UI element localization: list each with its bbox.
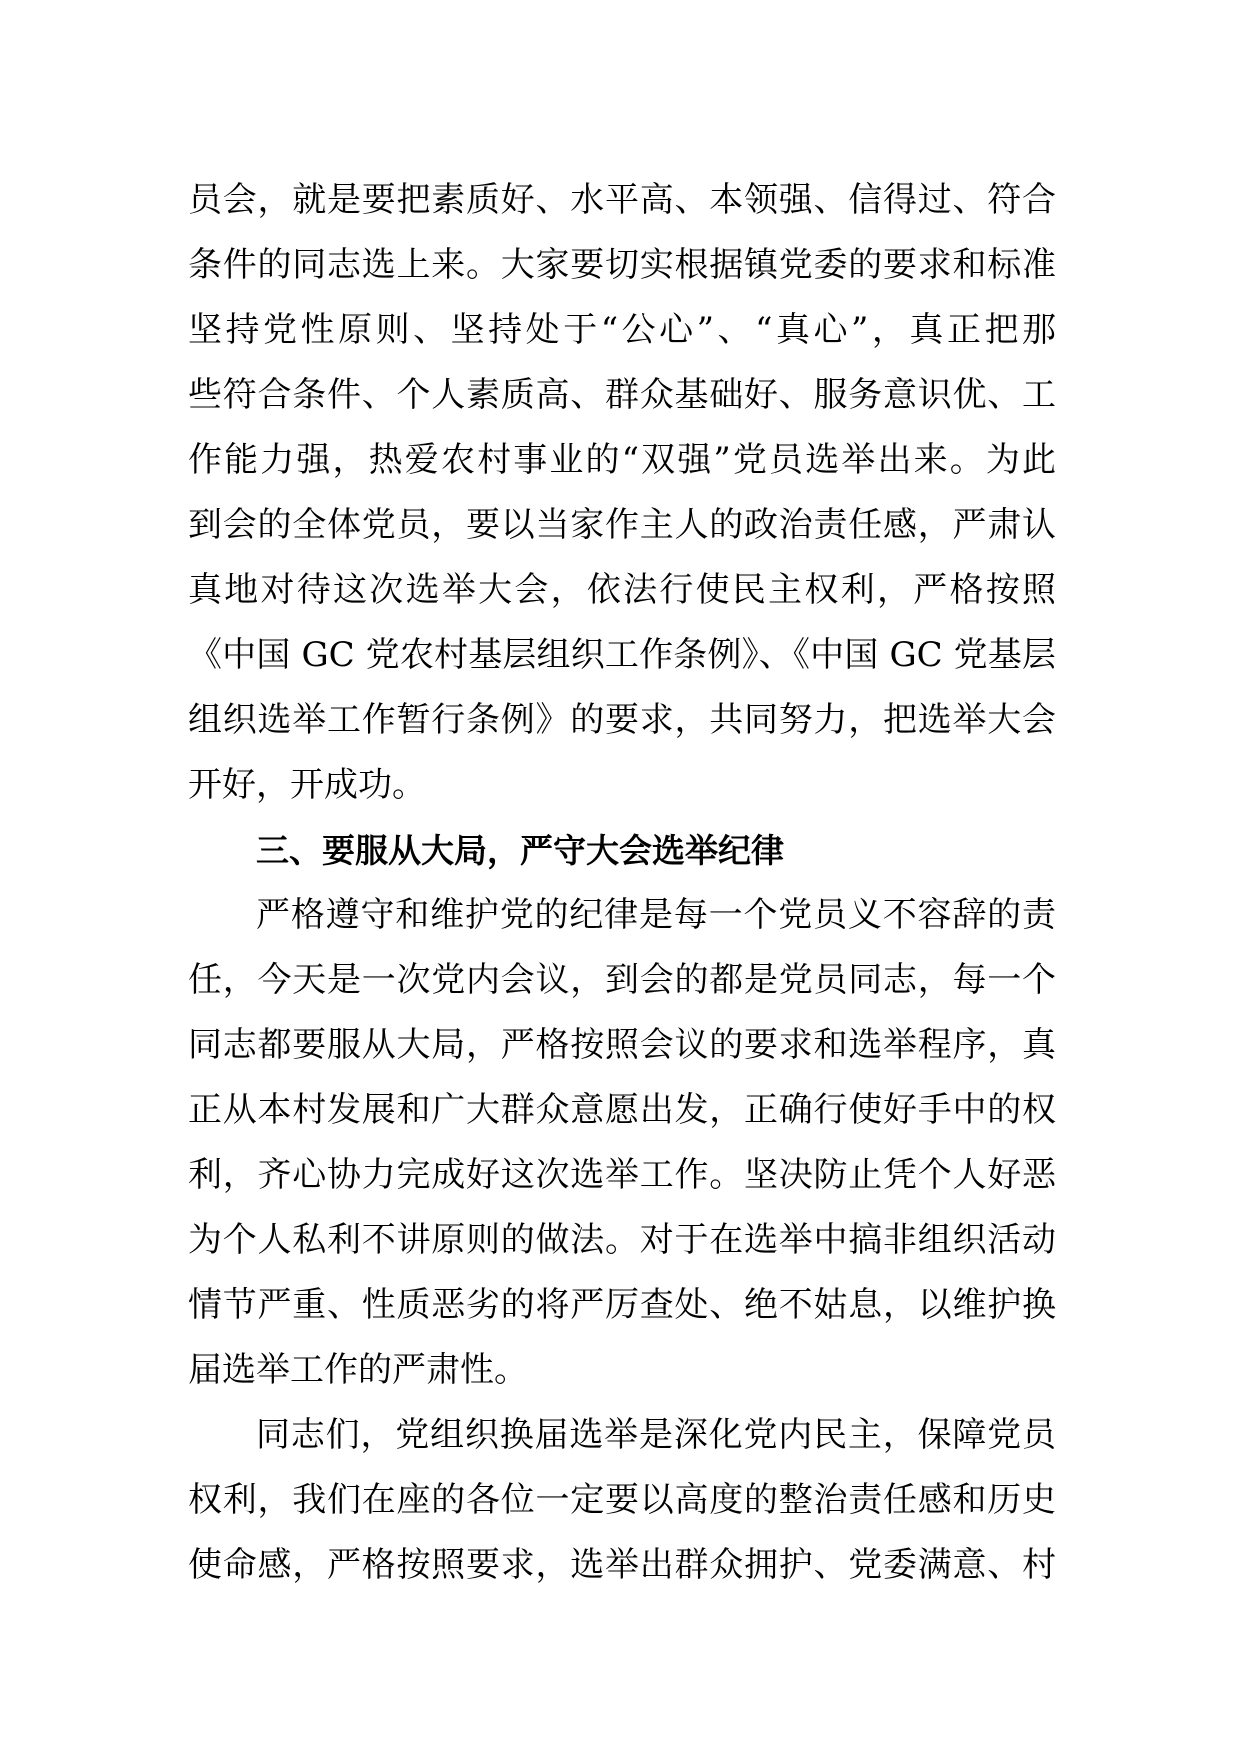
paragraph-3 — [188, 1403, 1056, 1598]
paragraph-line: 届选举工作的严肃性。 — [188, 1350, 528, 1390]
section-heading: 三、要服从大局，严守大会选举纪律 — [256, 831, 784, 870]
paragraph-line: 权利，我们在座的各位一定要以高度的整治责任感和历史 — [188, 1480, 1056, 1520]
paragraph-line: 条件的同志选上来。大家要切实根据镇党委的要求和标准 — [188, 245, 1056, 285]
paragraph-line: 开好，开成功。 — [188, 765, 426, 805]
paragraph-line: 到会的全体党员，要以当家作主人的政治责任感，严肃认 — [188, 505, 1056, 545]
paragraph-line: 作能力强，热爱农村事业的“双强”党员选举出来。为此 — [188, 440, 1056, 480]
paragraph-1 — [188, 168, 1056, 818]
paragraph-line: 情节严重、性质恶劣的将严厉查处、绝不姑息，以维护换 — [188, 1285, 1056, 1325]
paragraph-line: 严格遵守和维护党的纪律是每一个党员义不容辞的责 — [256, 895, 1056, 935]
paragraph-line: 任，今天是一次党内会议，到会的都是党员同志，每一个 — [188, 960, 1056, 1000]
paragraph-line: 使命感，严格按照要求，选举出群众拥护、党委满意、村 — [188, 1545, 1056, 1585]
paragraph-line: 组织选举工作暂行条例》的要求，共同努力，把选举大会 — [188, 700, 1056, 740]
paragraph-2 — [188, 883, 1056, 1403]
paragraph-line: 同志都要服从大局，严格按照会议的要求和选举程序，真 — [188, 1025, 1056, 1065]
paragraph-line: 为个人私利不讲原则的做法。对于在选举中搞非组织活动 — [188, 1220, 1056, 1260]
paragraph-line: 正从本村发展和广大群众意愿出发，正确行使好手中的权 — [188, 1090, 1056, 1130]
paragraph-line: 些符合条件、个人素质高、群众基础好、服务意识优、工 — [188, 375, 1056, 415]
paragraph-line: 员会，就是要把素质好、水平高、本领强、信得过、符合 — [188, 180, 1056, 220]
paragraph-line: 同志们，党组织换届选举是深化党内民主，保障党员 — [256, 1415, 1056, 1455]
paragraph-line: 坚持党性原则、坚持处于“公心”、“真心”，真正把那 — [188, 310, 1056, 350]
paragraph-line: 《中国 GC 党农村基层组织工作条例》、《中国 GC 党基层 — [188, 635, 1056, 675]
paragraph-line: 利，齐心协力完成好这次选举工作。坚决防止凭个人好恶 — [188, 1155, 1056, 1195]
document-body — [188, 168, 1056, 1598]
paragraph-line: 真地对待这次选举大会，依法行使民主权利，严格按照 — [188, 570, 1056, 610]
